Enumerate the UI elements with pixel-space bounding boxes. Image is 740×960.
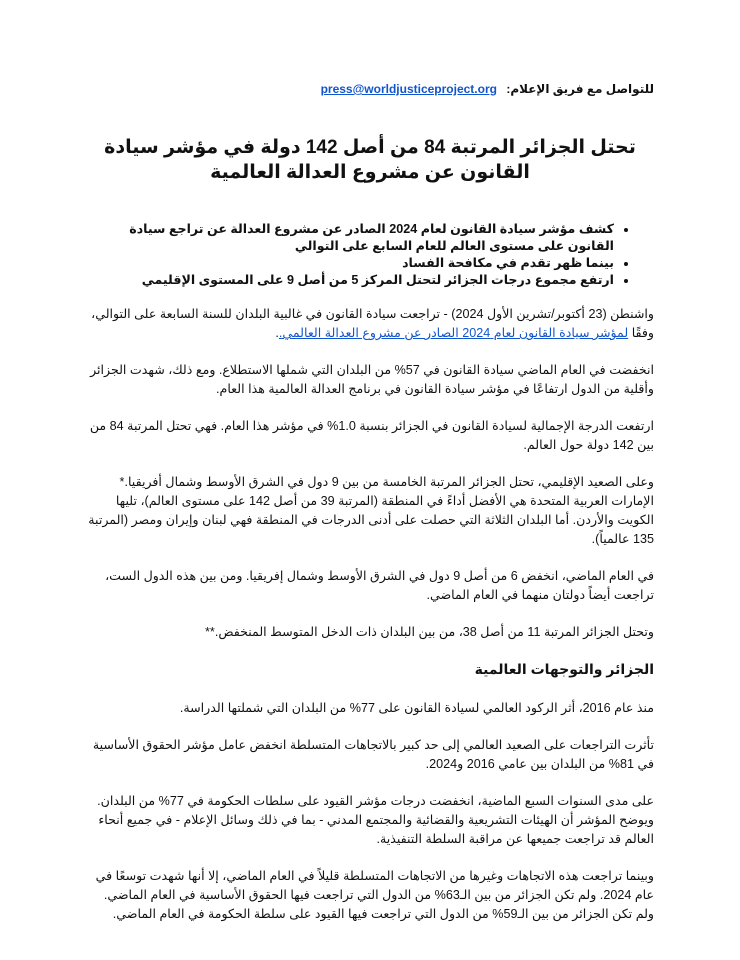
intro-paragraph <box>86 305 654 343</box>
intro-text: واشنطن (23 أكتوبر/تشرين الأول 2024) - تراجعت سيادة القانون في غالبية البلدان للسنة السابعة على التوالي، وفقًا <box>91 307 654 340</box>
highlight-item: • ارتفع مجموع درجات الجزائر لتحتل المركز 5 من أصل 9 على المستوى الإقليمي <box>86 272 614 289</box>
press-email-link[interactable]: press@worldjusticeproject.org <box>320 82 497 96</box>
section-paragraph: منذ عام 2016، أثر الركود العالمي لسيادة القانون على 77% من البلدان التي شملتها الدراسة. <box>179 701 654 715</box>
body-paragraph: ارتفعت الدرجة الإجمالية لسيادة القانون في الجزائر بنسبة 1.0% في مؤشر هذا العام. فهي تحتل المرتبة 84 من بين 142 دولة حول العالم. <box>89 419 654 452</box>
highlight-item: • كشف مؤشر سيادة القانون لعام 2024 الصادر عن مشروع العدالة عن تراجع سيادة القانون على مستوى العالم للعام السابع على التوالي <box>86 221 614 255</box>
document-title: تحتل الجزائر المرتبة 84 من أصل 142 دولة في مؤشر سيادة القانون عن مشروع العدالة العالمية <box>104 137 636 183</box>
body-paragraph: انخفضت في العام الماضي سيادة القانون في 57% من البلدان التي شملها الاستطلاع. ومع ذلك، شهدت الجزائر وأقلية من الدول ارتفاعًا في مؤشر سيادة القانون في برنامج العدالة العالمية هذا العام. <box>90 363 654 396</box>
press-contact-label: للتواصل مع فريق الإعلام: <box>506 82 654 96</box>
highlights-list <box>86 221 654 289</box>
section-heading: الجزائر والتوجهات العالمية <box>474 661 654 677</box>
press-contact <box>86 80 654 99</box>
intro-end: . <box>275 326 279 340</box>
index-report-link[interactable]: لمؤشر سيادة القانون لعام 2024 الصادر عن مشروع العدالة العالمي. <box>278 326 629 340</box>
section-paragraph: تأثرت التراجعات على الصعيد العالمي إلى حد كبير بالاتجاهات المتسلطة انخفض عامل مؤشر الحقوق الأساسية في 81% من البلدان بين عامي 2016 و2024. <box>92 738 654 771</box>
body-paragraph: وتحتل الجزائر المرتبة 11 من أصل 38، من بين البلدان ذات الدخل المتوسط المنخفض.** <box>205 625 654 639</box>
highlight-item: • بينما ظهر تقدم في مكافحة الفساد <box>86 255 614 272</box>
section-paragraph: وبينما تراجعت هذه الاتجاهات وغيرها من الاتجاهات المتسلطة قليلاً في العام الماضي، إلا أنها شهدت توسعًا في عام 2024. ولم تكن الجزائر من بين الـ63% من الدول التي تراجعت فيها الحقوق الأساسية في العام الماضي. ولم تكن الجزائر من بين الـ59% من الدول التي تراجعت فيها القيود على سلطة الحكومة في العام الماضي. <box>95 869 654 921</box>
section-paragraph: على مدى السنوات السبع الماضية، انخفضت درجات مؤشر القيود على سلطات الحكومة في 77% من البلدان. ويوضح المؤشر أن الهيئات التشريعية والقضائية والمجتمع المدني - بما في ذلك وسائل الإعلام - في جميع أنحاء العالم قد تراجعت جميعها عن مراقبة السلطة التنفيذية. <box>97 794 654 846</box>
body-paragraph: وعلى الصعيد الإقليمي، تحتل الجزائر المرتبة الخامسة من بين 9 دول في الشرق الأوسط وشمال أفريقيا.* الإمارات العربية المتحدة هي الأفضل أداءً في المنطقة (المرتبة 39 من أصل 142 على مستوى العالم)، تليها الكويت والأردن. أما البلدان الثلاثة التي حصلت على أدنى الدرجات في المنطقة فهي لبنان وإيران ومصر (المرتبة 135 عالمياً). <box>88 475 654 546</box>
body-paragraph: في العام الماضي، انخفض 6 من أصل 9 دول في الشرق الأوسط وشمال إفريقيا. ومن بين هذه الدول الست، تراجعت أيضاً دولتان منهما في العام الماضي. <box>105 569 654 602</box>
